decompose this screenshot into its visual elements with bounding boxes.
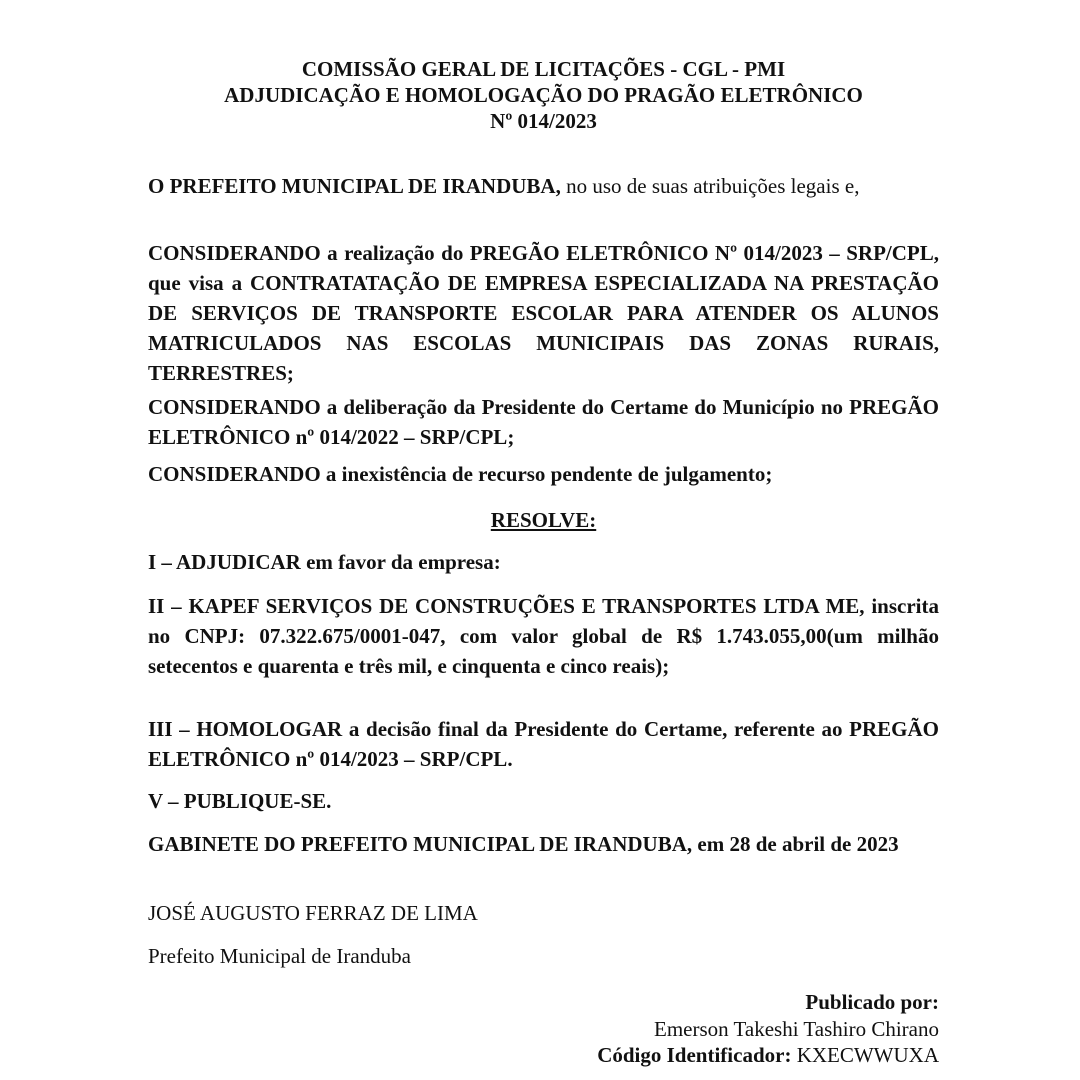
document-header [148,56,939,134]
intro-lead: O PREFEITO MUNICIPAL DE IRANDUBA, [148,174,561,198]
resolve-heading: RESOLVE: [490,508,597,532]
signature-name: JOSÉ AUGUSTO FERRAZ DE LIMA [148,901,478,925]
item-company: II – KAPEF SERVIÇOS DE CONSTRUÇÕES E TRANSPORTES LTDA ME, inscrita no CNPJ: 07.322.675/0001-047, com valor global de R$ 1.743.055,00(um milhão setecentos e quarenta e três mil, e cinquenta e cinco reais); [148,594,939,678]
signature-title: Prefeito Municipal de Iranduba [148,944,411,968]
identifier-code-label: Código Identificador: [597,1043,792,1067]
identifier-code-value: KXECWWUXA [791,1043,939,1067]
intro-text: no uso de suas atribuições legais e, [560,174,860,198]
header-commission: COMISSÃO GERAL DE LICITAÇÕES - CGL - PMI [301,57,786,81]
item-publique: V – PUBLIQUE-SE. [148,789,332,813]
item-homologar: III – HOMOLOGAR a decisão final da Presidente do Certame, referente ao PREGÃO ELETRÔNICO nº 014/2023 – SRP/CPL. [148,717,939,771]
header-number: Nº 014/2023 [490,109,597,133]
considerando-3: CONSIDERANDO a inexistência de recurso pendente de julgamento; [148,462,773,486]
publisher-name: Emerson Takeshi Tashiro Chirano [654,1017,939,1041]
identifier-code [597,1042,939,1068]
document-page [148,0,939,1080]
published-by-label: Publicado por: [805,990,939,1014]
gabinete-line: GABINETE DO PREFEITO MUNICIPAL DE IRANDUBA, em 28 de abril de 2023 [148,832,899,856]
intro-paragraph [148,171,939,201]
considerando-1: CONSIDERANDO a realização do PREGÃO ELETRÔNICO Nº 014/2023 – SRP/CPL, que visa a CONTRATATAÇÃO DE EMPRESA ESPECIALIZADA NA PRESTAÇÃO DE SERVIÇOS DE TRANSPORTE ESCOLAR PARA ATENDER OS ALUNOS MATRICULADOS NAS ESCOLAS MUNICIPAIS DAS ZONAS RURAIS, TERRESTRES; [148,241,939,385]
header-title: ADJUDICAÇÃO E HOMOLOGAÇÃO DO PRAGÃO ELETRÔNICO [224,83,863,107]
considerando-2: CONSIDERANDO a deliberação da Presidente do Certame do Município no PREGÃO ELETRÔNICO nº 014/2022 – SRP/CPL; [148,395,939,449]
item-adjudicar: I – ADJUDICAR em favor da empresa: [148,550,501,574]
